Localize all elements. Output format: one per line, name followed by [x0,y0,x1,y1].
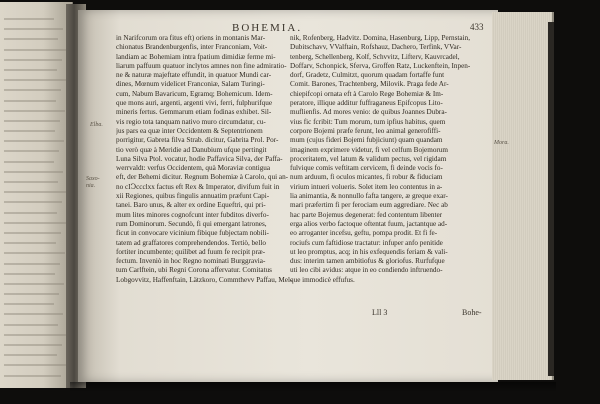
left-page-line [4,354,57,356]
text-line: Dubitschavv, VValftain, Rofshauz, Dachero, Terfink, VVar- [290,43,462,52]
text-line: lia animantia, & nonnullo fafta tangere, æ greque exar- [290,192,448,201]
cover-edge [548,22,554,376]
left-page-line [4,69,57,71]
text-line: eo arroganter incefsu, geftu, pompa prodit. Et fi fe- [290,229,438,238]
text-line: que immodicè effufus. [290,275,355,284]
left-page-line [4,79,66,81]
left-page-line [4,140,64,142]
left-page-line [4,375,61,377]
left-page-line [4,59,62,61]
text-line: virium intueri volueris. Solet item leo contentus in a- [290,182,443,191]
catchword: Bohe- [462,308,482,317]
running-head: BOHEMIA. [232,22,303,34]
text-line: corpore Bojemi præfe ferunt, leo animal generofiffi- [290,126,441,135]
text-line: mum lites minores cognofcunt inter fubditos diverfo- [116,210,269,219]
text-line: rociufs cum faftidiose tractatur: infuper anfo penitide [290,238,443,247]
text-line: nik, Rofenberg, Hadvitz. Domina, Hasenburg, Lipp, Pernstain, [290,34,470,42]
text-line: que mons auri, argenti, argenti vivi, ferri, fulphurifque [116,99,273,108]
text-line: eft, der Behemi dicitur. Regnum Bohemiæ à Carolo, qui an- [116,173,289,182]
left-page-line [4,222,66,224]
text-line: erga alios verbo factoque oftentat fuum, jactantque ad- [290,219,448,228]
left-page-line [4,28,63,30]
text-line: Doffarv, Schonpick, Sferva, Groffen Ratz, Luckenftein, Inpen- [290,61,471,70]
text-line: vius fic fcribit: Tum morum, tum ipfius habitus, quem [290,117,446,126]
text-line: in Narifcorum ora fitus eft) oriens in montanis Mar- [116,34,266,42]
text-line: landiam ac Bohemiam intra fpatium dimidiæ ferme mi- [116,52,276,61]
text-line: dorf, Gradetz, Culmitzt, quorum quadam fortaffe funt [290,71,445,80]
text-line: num arduum, fi oculos micantes, fi robur & fiduciam [290,173,443,182]
text-line: imaginem exprimere videtur, fi vel celfum Bojemorum [290,145,448,154]
text-line: mineris fertus. Gemmarum etiam fodinas exhibet. Sil- [116,108,272,117]
left-page-line [4,303,54,305]
left-page-line [4,293,59,295]
text-line: cum, Nabum Bavaricum, Egramq; Bohemicum. Idem- [116,89,273,98]
text-line: Comit. Barones, Trachtenberg, Milovik. Praga fede Ar- [290,80,449,89]
left-page-line [4,364,66,366]
text-line: tio verò quæ à Meridie ad Danubium ufque pertingit [116,145,267,154]
left-page-line [4,273,55,275]
text-line: tatem ad graffatores comprehendendos. Tertiò, bello [116,238,266,247]
text-line: uti leo cibi avidus: atque in eo condiendo inftruendo- [290,266,443,275]
bottom-shadow [70,382,556,392]
left-page-line [4,161,54,163]
text-line: jus pars ea quæ inter Occidentem & Septentrionem [116,126,263,135]
text-line: mum (cujus fideri Bojemi fubjiciunt) quam quandam [290,136,443,145]
text-line: fulvique comis veftitam cervicem, fi deinde vocis fo- [290,164,443,173]
left-page [0,2,73,388]
left-page-line [4,283,64,285]
left-page-line [4,263,60,265]
text-line: chiepifcopi ornata eft à Carolo Rege Bohemiæ & Im- [290,89,444,98]
signature-mark: Lll 3 [372,308,388,317]
text-line: fectum. Inveniò in hoc Regno nominati Burggravia- [116,257,266,266]
text-line: porrigitur, Gabreta filva Strab. dicitur, Gabrita Prol. Por- [116,136,279,145]
text-line: tanei. Baro unus, & alter ex ordine Equeftri, qui pri- [116,201,266,210]
left-page-line [4,100,56,102]
text-line: dines, Mœnum videlicet Franconiæ, Salam Turingi- [116,80,265,89]
left-page-line [4,344,62,346]
text-line: mari præfertim fi per ferociam eum aggrediare. Nec ab [290,201,448,210]
left-page-line [4,38,58,40]
text-line: hac parte Bojemus degenerat: fed contentum libenter [290,210,443,219]
left-page-line [4,130,55,132]
text-line: rum Dominorum. Secundò, fi qui emergant latrones, [116,219,267,228]
left-page-text-lines [0,18,72,385]
page-edges [492,12,554,380]
left-page-line [4,110,65,112]
text-line: dus: interim tamen ambitiofus & gloriofus. Rurfufque [290,257,445,266]
right-text-column [290,34,488,285]
text-line: muflienfis. Ad mores venio: de quibus Joannes Dubra- [290,108,447,117]
left-page-line [4,49,67,51]
left-page-line [4,191,67,193]
text-line: xii Regiones, quibus fingulis annuatim præfunt Capi- [116,192,270,201]
text-line: ne & naturæ majeftate effundit, in quatuor Mundi car- [116,71,272,80]
text-line: fortiter incumbente; quilibet ad fuum fe recipit præ- [116,247,266,256]
text-line: Lobgovvitz, Haffenftain, Lätzkoro, Commthevv Paffau, Mel- [116,275,293,284]
text-line: chionatus Brandenburgenfis, inter Franconiam, Voit- [116,43,268,52]
marginal-note-saxonia: Saxo- nia. [86,176,100,189]
text-line: werrvaldt: verfus Occidentem, quà Moraviæ contigua [116,164,271,173]
page-number: 433 [470,22,484,32]
text-line: Luna Silva Ptol. vocatur, hodie Paffavica Silva, der Paffa- [116,154,283,163]
marginal-note-moravia: Mora. [494,140,509,146]
left-page-line [4,242,56,244]
left-page-line [4,252,65,254]
marginal-note-elbe: Elba. [90,122,103,128]
left-page-line [4,232,61,234]
text-line: no cIↃccclxx factus eft Rex & Imperator, divifum fuit in [116,182,280,191]
left-page-line [4,18,54,20]
left-page-line [4,212,57,214]
left-page-line [4,171,63,173]
text-line: peratore, illique additur fuffraganeus Epifcopus Lito- [290,99,443,108]
text-line: proceritatem, vel latum & validum pectus, vel rigidam [290,154,447,163]
left-page-line [4,324,58,326]
left-page-line [4,334,67,336]
text-line: vis regio tota tanquam nativo muro circumdatur, cu- [116,117,266,126]
text-line: liarum paffuum quatuor inclytos amnes non fine admiratio- [116,61,287,70]
text-line: tenberg, Schellenberg, Kolf, Schvvitz, Lifterv, Kauvrcadel, [290,52,460,61]
left-page-line [4,120,60,122]
left-page-line [4,181,58,183]
text-line: ficut in convocare vicinium fibique fubjectam nobili- [116,229,269,238]
left-page-line [4,150,59,152]
text-line: tum Carlftein, ubi Regni Corona affervatur. Comitatus [116,266,272,275]
left-page-line [4,89,61,91]
left-page-line [4,201,62,203]
text-line: ut leo promptus, acq; in his exfequendis feriam & vali- [290,247,448,256]
left-page-line [4,313,63,315]
left-text-column [116,34,310,285]
